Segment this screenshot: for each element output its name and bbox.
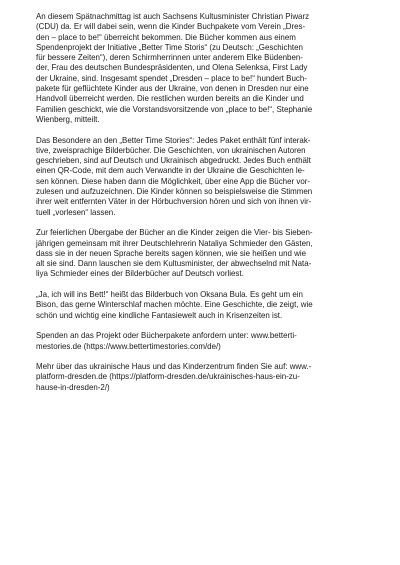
paragraph-donations: Spenden an das Projekt oder Bücherpakete anfordern unter: www.betterti- mestories.de (https://www.bettertimestories.com/de/) — [36, 331, 297, 351]
paragraph-more-info: Mehr über das ukrainische Haus und das Kinderzentrum finden Sie auf: www.- platform-dresden.de (https://platform-dresden.de/ukrainisches-haus-ein-zu- hause-in-dresden-2/) — [36, 362, 312, 392]
paragraph-handover: Zur feierlichen Übergabe der Bücher an die Kinder zeigen die Vier- bis Sieben- jährigen gemeinsam mit ihrer Deutschlehrerin Nataliya Schmieder den Gästen, dass sie in der neuen Sprache bereits sagen können, wie sie heißen und wie alt sie sind. Dann lauschen sie dem Kultusminister, der abwechselnd mit Nata- liya Schmieder eines der Bilderbücher auf Deutsch vorliest. — [36, 228, 313, 279]
paragraph-picture-book: „Ja, ich will ins Bett!“ heißt das Bilderbuch von Oksana Bula. Es geht um ein Bison, das gerne Winterschlaf machen möchte. Eine Geschichte, die zeigt, wie schön und wichtig eine kindliche Fantasiewelt auch in Krisenzeiten ist. — [36, 290, 313, 320]
article-body — [36, 12, 376, 393]
paragraph-better-time-stories: Das Besondere an den „Better Time Stories“: Jedes Paket enthält fünf interak- tive, zweisprachige Bilderbücher. Die Geschichten, von ukrainischen Autoren geschrieben, sind auf Deutsch und Ukrainisch abgedruckt. Jedes Buch enthält einen QR-Code, mit dem auch Verwandte in der Ukraine die Geschichten le- sen können. Diese haben dann die Möglichkeit, über eine App die Bücher vor- zulesen und aufzuzeichnen. Die Kinder können so beispielsweise die Stimmen ihrer weit entfernten Väter in der Hörbuchversion hören und sich von ihnen vir- tuell „vorlesen“ lassen. — [36, 135, 313, 217]
paragraph-intro: An diesem Spätnachmittag ist auch Sachsens Kultusminister Christian Piwarz (CDU) da. Er will dabei sein, wenn die Kinder Buchpakete vom Verein „Dres- den – place to be!“ überreicht bekommen. Die Bücher kommen aus einem Spendenprojekt der Initiative „Better Time Storis“ (zu Deutsch: „Geschichten für bessere Zeiten“), deren Schirmherrinnen unter anderem Elke Büdenben- der, Frau des deutschen Bundespräsidenten, und Olena Selenksa, First Lady der Ukraine, sind. Insgesamt spendet „Dresden – place to be!“ hundert Buch- pakete für geflüchtete Kinder aus der Ukraine, von denen in Dresden nur eine Handvoll überreicht werden. Die restlichen wurden bereits an die Kinder und Familien geschickt, wie die Vorstandsvorsitzende von „place to be!“, Stephanie Wienberg, mitteilt. — [36, 12, 313, 124]
